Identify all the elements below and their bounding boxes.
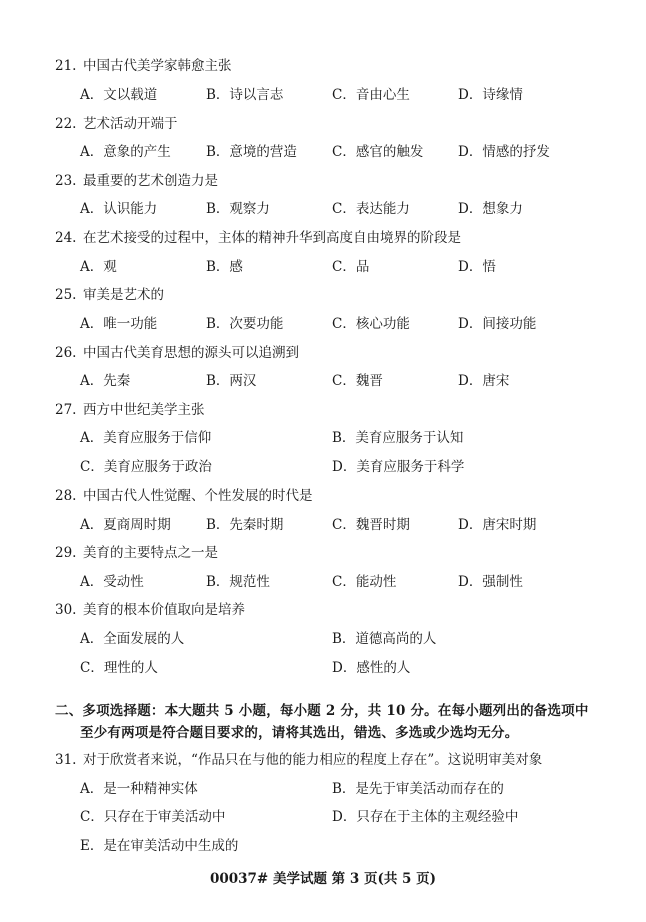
- option-b: B．诗以言志: [206, 87, 284, 103]
- question-number: 30.: [55, 602, 77, 618]
- option-d: D．悟: [458, 259, 496, 275]
- option-d: D．唐宋时期: [458, 517, 537, 533]
- question-stem: 西方中世纪美学主张: [83, 402, 205, 418]
- question-26: [55, 341, 299, 361]
- option-c: C．感官的触发: [332, 144, 424, 160]
- option-b: B．先秦时期: [206, 517, 284, 533]
- option-a: A．意象的产生: [80, 144, 171, 160]
- option-a: A．夏商周时期: [80, 517, 171, 533]
- option-a: A．全面发展的人: [80, 631, 185, 647]
- question-number: 21.: [55, 58, 77, 74]
- question-stem: 中国古代美育思想的源头可以追溯到: [83, 345, 299, 361]
- option-d: D．情感的抒发: [458, 144, 550, 160]
- question-24: [55, 226, 461, 246]
- option-d: D．唐宋: [458, 373, 510, 389]
- question-number: 31.: [55, 752, 77, 768]
- question-stem: 艺术活动开端于: [83, 116, 178, 132]
- option-a: A．文以载道: [80, 87, 158, 103]
- option-b: B．两汉: [206, 373, 257, 389]
- option-a: A．认识能力: [80, 201, 158, 217]
- option-c: C．表达能力: [332, 201, 410, 217]
- question-stem: 对于欣赏者来说，“作品只在与他的能力相应的程度上存在”。这说明审美对象: [83, 752, 543, 768]
- option-d: D．诗缘情: [458, 87, 523, 103]
- question-number: 27.: [55, 402, 77, 418]
- question-number: 24.: [55, 230, 77, 246]
- option-c: C．美育应服务于政治: [80, 459, 212, 475]
- question-25: [55, 283, 164, 303]
- option-d: D．感性的人: [332, 660, 411, 676]
- section-instructions: 至少有两项是符合题目要求的，请将其选出，错选、多选或少选均无分。: [80, 725, 519, 741]
- question-number: 25.: [55, 287, 77, 303]
- question-21: [55, 54, 232, 74]
- question-number: 28.: [55, 488, 77, 504]
- question-stem: 美育的根本价值取向是培养: [83, 602, 245, 618]
- question-28: [55, 484, 313, 504]
- question-22: [55, 112, 178, 132]
- section-header: 二、多项选择题：本大题共 5 小题，每小题 2 分，共 10 分。在每小题列出的备选项中: [55, 703, 589, 719]
- question-stem: 最重要的艺术创造力是: [83, 173, 218, 189]
- question-31: [55, 748, 542, 768]
- question-stem: 在艺术接受的过程中，主体的精神升华到高度自由境界的阶段是: [83, 230, 461, 246]
- option-b: B．规范性: [206, 574, 270, 590]
- option-b: B．是先于审美活动而存在的: [332, 781, 504, 797]
- option-d: D．间接功能: [458, 316, 537, 332]
- option-c: C．音由心生: [332, 87, 410, 103]
- page-footer: 00037# 美学试题 第 3 页(共 5 页): [209, 871, 437, 887]
- option-c: C．品: [332, 259, 370, 275]
- option-b: B．道德高尚的人: [332, 631, 437, 647]
- option-d: D．想象力: [458, 201, 523, 217]
- option-a: A．先秦: [80, 373, 131, 389]
- question-stem: 审美是艺术的: [83, 287, 164, 303]
- question-number: 26.: [55, 345, 77, 361]
- option-a: A．是一种精神实体: [80, 781, 198, 797]
- option-b: B．观察力: [206, 201, 270, 217]
- question-23: [55, 169, 218, 189]
- option-a: A．受动性: [80, 574, 144, 590]
- option-d: D．强制性: [458, 574, 523, 590]
- question-stem: 中国古代美学家韩愈主张: [83, 58, 232, 74]
- question-30: [55, 598, 245, 618]
- option-c: C．理性的人: [80, 660, 158, 676]
- option-a: A．观: [80, 259, 117, 275]
- option-e: E．是在审美活动中生成的: [80, 838, 239, 854]
- option-b: B．次要功能: [206, 316, 284, 332]
- option-c: C．能动性: [332, 574, 397, 590]
- question-stem: 美育的主要特点之一是: [83, 545, 218, 561]
- question-27: [55, 398, 205, 418]
- question-number: 22.: [55, 116, 77, 132]
- question-29: [55, 541, 218, 561]
- question-stem: 中国古代人性觉醒、个性发展的时代是: [83, 488, 313, 504]
- option-c: C．魏晋时期: [332, 517, 410, 533]
- option-a: A．唯一功能: [80, 316, 158, 332]
- option-b: B．感: [206, 259, 243, 275]
- option-a: A．美育应服务于信仰: [80, 430, 212, 446]
- option-c: C．只存在于审美活动中: [80, 809, 226, 825]
- option-d: D．只存在于主体的主观经验中: [332, 809, 519, 825]
- option-d: D．美育应服务于科学: [332, 459, 465, 475]
- option-c: C．核心功能: [332, 316, 410, 332]
- option-b: B．美育应服务于认知: [332, 430, 464, 446]
- question-number: 23.: [55, 173, 77, 189]
- question-number: 29.: [55, 545, 77, 561]
- option-c: C．魏晋: [332, 373, 383, 389]
- option-b: B．意境的营造: [206, 144, 297, 160]
